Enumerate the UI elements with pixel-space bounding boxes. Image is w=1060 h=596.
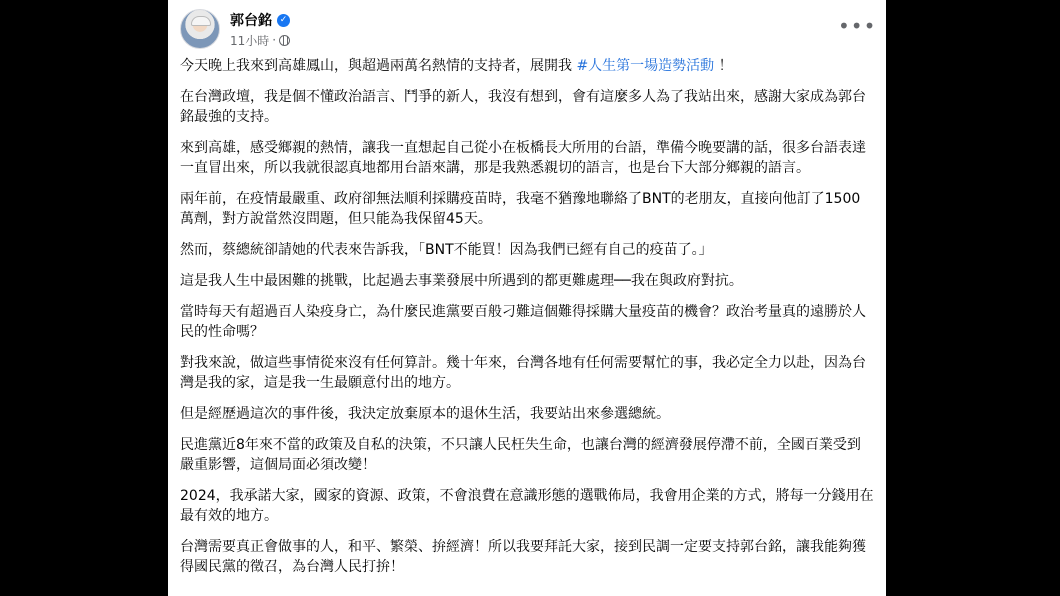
author-row: [230, 10, 290, 30]
paragraph-6: 這是我人生中最困難的挑戰，比起過去事業發展中所遇到的都更難處理──我在與政府對抗。: [180, 273, 743, 289]
paragraph-11: 2024，我承諾大家，國家的資源、政策，不會浪費在意識形態的選戰佈局，我會用企業的方式，將每一分錢用在最有效的地方。: [180, 488, 874, 524]
more-options-button[interactable]: •••: [838, 14, 877, 38]
avatar[interactable]: [180, 9, 220, 49]
paragraph-8: 對我來說，做這些事情從來沒有任何算計。幾十年來，台灣各地有任何需要幫忙的事，我必定全力以赴，因為台灣是我的家，這是我一生最願意付出的地方。: [180, 355, 866, 391]
paragraph-text: ！: [714, 58, 733, 74]
paragraph-9: 但是經歷過這次的事件後，我決定放棄原本的退休生活，我要站出來參選總統。: [180, 406, 670, 422]
paragraph-text: 今天晚上我來到高雄鳳山，與超過兩萬名熱情的支持者，展開我: [180, 58, 577, 74]
globe-icon: [279, 35, 290, 46]
post-header: [180, 9, 877, 53]
paragraph-5: 然而，蔡總統卻請她的代表來告訴我，「BNT不能買！因為我們已經有自己的疫苗了。」: [180, 242, 713, 258]
facebook-post: [168, 0, 886, 596]
paragraph-12: 台灣需要真正會做事的人，和平、繁榮、拚經濟！所以我要拜託大家，接到民調一定要支持郭台銘，讓我能夠獲得國民黨的徵召，為台灣人民打拚！: [180, 539, 866, 575]
paragraph-7: 當時每天有超過百人染疫身亡，為什麼民進黨要百般刁難這個難得採購大量疫苗的機會？政治考量真的遠勝於人民的性命嗎？: [180, 304, 866, 340]
author-name[interactable]: 郭台銘: [230, 13, 272, 29]
paragraph-2: 在台灣政壇，我是個不懂政治語言、鬥爭的新人，我沒有想到，會有這麼多人為了我站出來，感謝大家成為郭台銘最強的支持。: [180, 89, 866, 125]
meta-separator: ·: [272, 33, 277, 47]
paragraph-3: 來到高雄，感受鄉親的熱情，讓我一直想起自己從小在板橋長大所用的台語，準備今晚要講的話，很多台語表達一直冒出來，所以我就很認真地都用台語來講，那是我熟悉親切的語言，也是台下大部分鄉親的語言。: [180, 140, 866, 176]
post-timestamp[interactable]: 11小時: [230, 33, 270, 48]
hashtag-link[interactable]: #人生第一場造勢活動: [576, 58, 715, 74]
paragraph-10: 民進黨近8年來不當的政策及自私的決策，不只讓人民枉失生命，也讓台灣的經濟發展停滯不前，全國百業受到嚴重影響，這個局面必須改變！: [180, 437, 861, 473]
verified-badge-icon: ✓: [277, 14, 290, 27]
paragraph-1: [180, 56, 874, 76]
post-meta: [230, 32, 290, 48]
post-text: [180, 56, 874, 588]
paragraph-4: 兩年前，在疫情最嚴重、政府卻無法順利採購疫苗時，我毫不猶豫地聯絡了BNT的老朋友，直接向他訂了1500萬劑，對方說當然沒問題，但只能為我保留45天。: [180, 191, 861, 227]
